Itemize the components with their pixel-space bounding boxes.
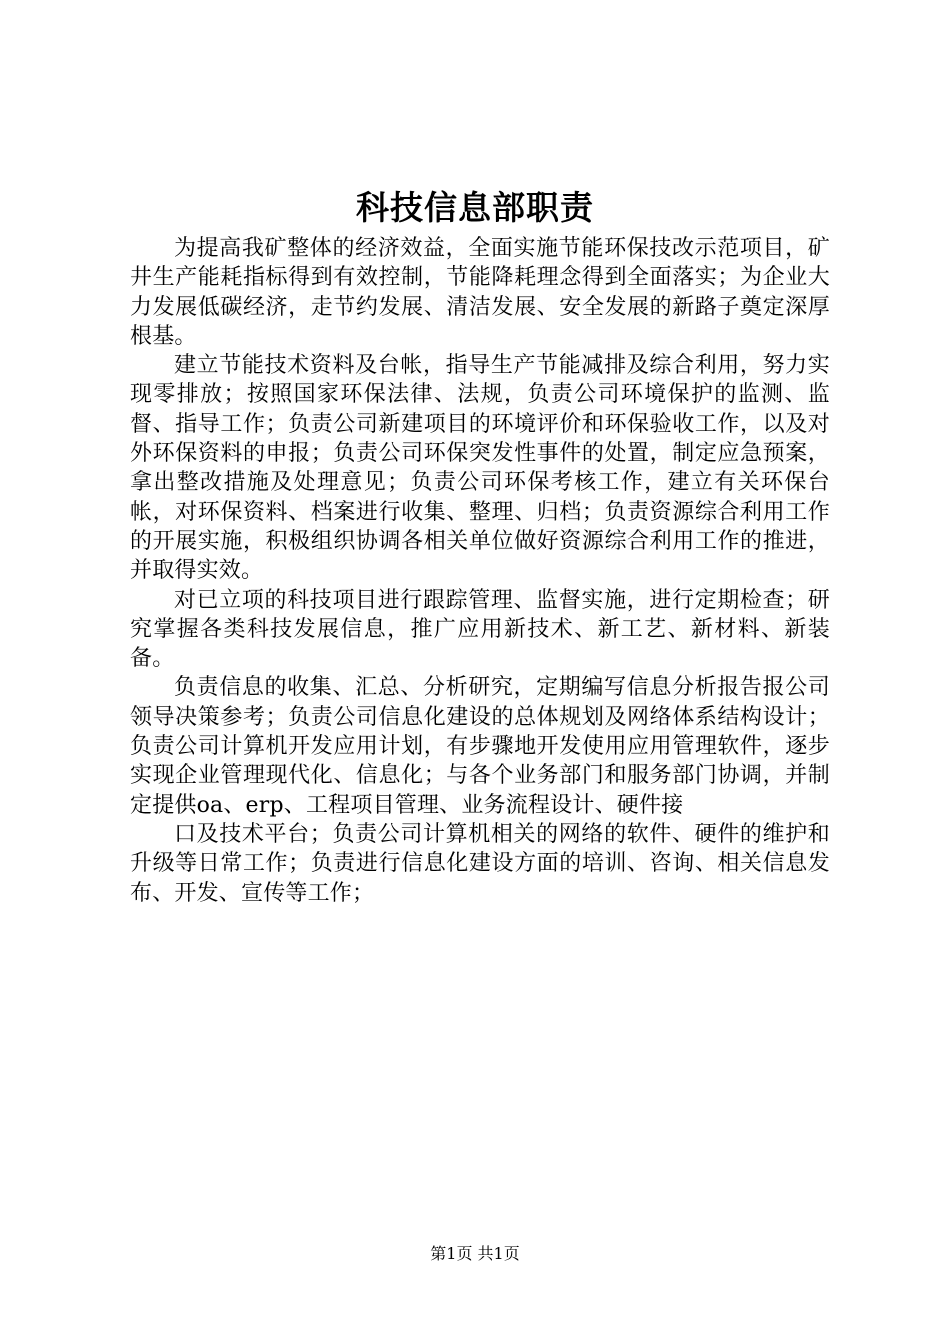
- paragraph-intro: 为提高我矿整体的经济效益，全面实施节能环保技改示范项目，矿井生产能耗指标得到有效控制，节能降耗理念得到全面落实；为企业大力发展低碳经济，走节约发展、清洁发展、安全发展的新路子奠定深厚根基。: [130, 236, 830, 349]
- paragraph-environmental-duties: 建立节能技术资料及台帐，指导生产节能减排及综合利用，努力实现零排放；按照国家环保法律、法规，负责公司环境保护的监测、监督、指导工作；负责公司新建项目的环境评价和环保验收工作，以及对外环保资料的申报；负责公司环保突发性事件的处置，制定应急预案，拿出整改措施及处理意见；负责公司环保考核工作，建立有关环保台帐，对环保资料、档案进行收集、整理、归档；负责资源综合利用工作的开展实施，积极组织协调各相关单位做好资源综合利用工作的推进，并取得实效。: [130, 353, 830, 584]
- document-body: [130, 234, 830, 908]
- paragraph-information-duties: 负责信息的收集、汇总、分析研究，定期编写信息分析报告报公司领导决策参考；负责公司信息化建设的总体规划及网络体系结构设计；负责公司计算机开发应用计划，有步骤地开发使用应用管理软件，逐步实现企业管理现代化、信息化；与各个业务部门和服务部门协调，并制定提供oa、erp、工程项目管理、业务流程设计、硬件接: [130, 675, 830, 818]
- page-footer: 第1页 共1页: [430, 1244, 520, 1263]
- document-title: 科技信息部职责: [356, 188, 594, 227]
- paragraph-tech-projects: 对已立项的科技项目进行跟踪管理、监督实施，进行定期检查；研究掌握各类科技发展信息，推广应用新技术、新工艺、新材料、新装备。: [130, 587, 830, 672]
- paragraph-it-platform: 口及技术平台；负责公司计算机相关的网络的软件、硬件的维护和升级等日常工作；负责进行信息化建设方面的培训、咨询、相关信息发布、开发、宣传等工作；: [130, 821, 830, 906]
